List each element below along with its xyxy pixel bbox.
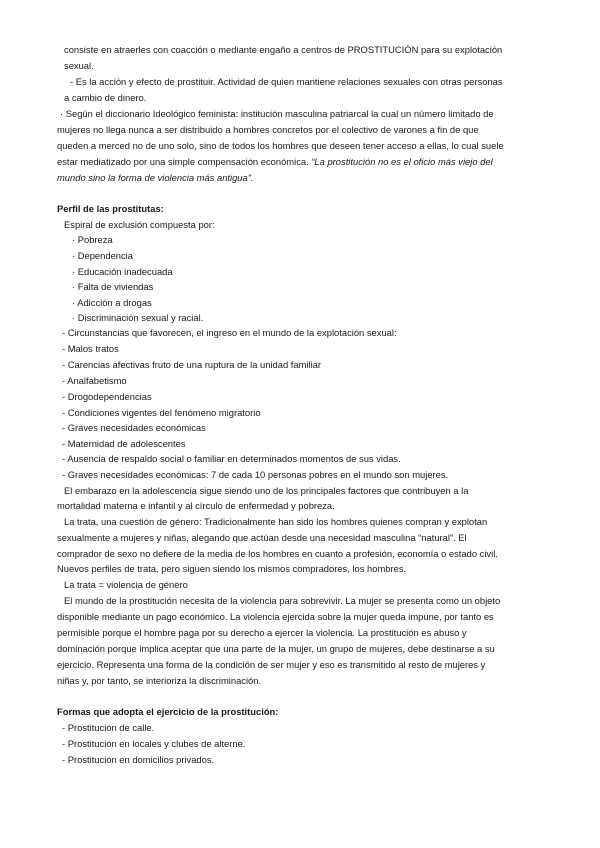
paragraph-line: dominación porque implica aceptar que una parte de la mujer, un grupo de mujeres, debe destinarse a su (57, 643, 495, 654)
paragraph-line: comprador de sexo no defiere de la media de los hombres en cuanto a profesión, economía o estado civil. (57, 548, 498, 559)
list-item: - Prostitución de calle. (62, 722, 155, 733)
list-item: - Graves necesidades económicas (62, 422, 206, 433)
definition-line: a cambio de dinero. (64, 92, 147, 103)
paragraph-line: La trata = violencia de género (64, 579, 188, 590)
paragraph-line: sexualmente a mujeres y niñas, alegando que actúan desde una necesidad masculina “natural”. El (57, 532, 467, 543)
spiral-intro: Espiral de exclusión compuesta por: (64, 219, 215, 230)
list-item: - Circunstancias que favorecen, el ingreso en el mundo de la explotación sexual: (62, 327, 397, 338)
list-item: - Prostitución en domicilios privados. (62, 754, 215, 765)
list-item: · Adicción a drogas (72, 297, 152, 308)
definition-line: - Es la acción y efecto de prostituir. Actividad de quien mantiene relaciones sexuales con otras personas (70, 76, 503, 87)
feminist-definition-text: estar mediatizado por una simple compensación económica. (57, 156, 309, 167)
quote-text: “La prostitución no es el oficio más viejo del (311, 156, 493, 167)
list-item: · Falta de viviendas (72, 281, 154, 292)
list-item: - Maternidad de adolescentes (62, 438, 186, 449)
list-item: - Carencias afectivas fruto de una ruptura de la unidad familiar (62, 359, 321, 370)
list-item: - Malos tratos (62, 343, 119, 354)
list-item: - Condiciones vigentes del fenómeno migratorio (62, 407, 261, 418)
list-item: - Ausencia de respaldo social o familiar en determinados momentos de sus vidas. (62, 453, 401, 464)
list-item: · Discriminación sexual y racial. (72, 312, 204, 323)
paragraph-line: El mundo de la prostitución necesita de la violencia para sobrevivir. La mujer se presenta como un objeto (64, 595, 501, 606)
feminist-definition-line (57, 154, 493, 170)
list-item: - Graves necesidades económicas: 7 de cada 10 personas pobres en el mundo son mujeres. (62, 469, 449, 480)
list-item: · Educación inadecuada (72, 266, 173, 277)
paragraph-line: La trata, una cuestión de género: Tradicionalmente han sido los hombres quienes compran y explotan (64, 516, 488, 527)
paragraph-line: permisible porque el hombre paga por su derecho a ejercer la violencia. La prostitución es abuso y (57, 627, 467, 638)
list-item: · Dependencia (72, 250, 133, 261)
intro-line: sexual. (64, 60, 94, 71)
list-item: - Prostitución en locales y clubes de alterne. (62, 738, 246, 749)
list-item: - Analfabetismo (62, 375, 127, 386)
quote-text: mundo sino la forma de violencia más antigua”. (57, 172, 254, 183)
feminist-definition-line: mujeres no llega nunca a ser distribuido a hombres concretos por el colectivo de varones a fin de que (57, 124, 479, 135)
feminist-definition-line: · Según el diccionario Ideológico feminista: institución masculina patriarcal la cual un número limitado de (60, 108, 494, 119)
paragraph-line: Nuevos perfiles de trata, pero siguen siendo los mismos compradores, los hombres. (57, 563, 407, 574)
paragraph-line: mortalidad materna e infantil y al círculo de enfermedad y pobreza. (57, 500, 335, 511)
paragraph-line: disponible mediante un pago económico. La violencia ejercida sobre la mujer queda impune, por tanto es (57, 611, 494, 622)
paragraph-line: niñas y, por tanto, se interioriza la discriminación. (57, 675, 262, 686)
intro-line: consiste en atraerles con coacción o mediante engaño a centros de PROSTITUCIÓN para su explotación (64, 44, 503, 55)
paragraph-line: El embarazo en la adolescencia sigue siendo uno de los principales factores que contribuyen a la (64, 485, 469, 496)
section-heading-formas: Formas que adopta el ejercicio de la prostitución: (57, 706, 279, 717)
section-heading-perfil: Perfil de las prostitutas: (57, 203, 164, 214)
list-item: · Pobreza (72, 234, 113, 245)
paragraph-line: ejercicio. Representa una forma de la condición de ser mujer y eso es transmitido al resto de mujeres y (57, 659, 486, 670)
list-item: - Drogodependencias (62, 391, 152, 402)
feminist-definition-line: queden a merced no de uno solo, sino de todos los hombres que deseen tener acceso a ellas, lo cual suele (57, 140, 504, 151)
